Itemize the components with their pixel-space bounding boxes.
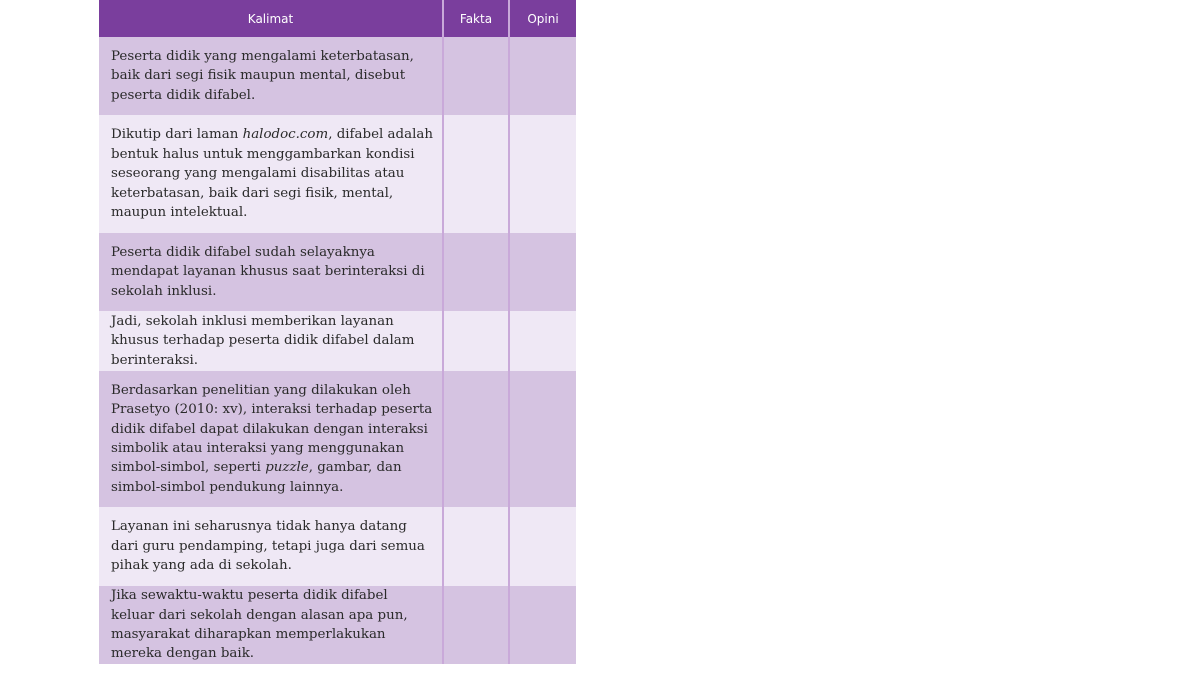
- opini-answer-cell[interactable]: [509, 115, 576, 233]
- fakta-answer-cell[interactable]: [443, 37, 509, 115]
- header-kalimat: Kalimat: [99, 0, 443, 37]
- opini-answer-cell[interactable]: [509, 371, 576, 507]
- statement-text: Dikutip dari laman: [111, 127, 243, 143]
- statement-text: Jadi, sekolah inklusi memberikan layanan khusus terhadap peserta didik difabel dalam berinteraksi.: [111, 313, 415, 368]
- statement-italic-text: halodoc.com: [242, 127, 329, 143]
- statement-cell: [99, 586, 443, 664]
- header-fakta: Fakta: [443, 0, 509, 37]
- statement-cell: [99, 233, 443, 311]
- statement-text: , gambar, dan simbol-simbol pendukung lainnya.: [111, 460, 402, 495]
- table-row: [99, 233, 576, 311]
- statement-cell: [99, 115, 443, 233]
- table-row: [99, 311, 576, 371]
- statement-text: Jika sewaktu-waktu peserta didik difabel keluar dari sekolah dengan alasan apa pun, masyarakat diharapkan memperlakukan mereka dengan baik.: [111, 588, 408, 662]
- fakta-answer-cell[interactable]: [443, 115, 509, 233]
- opini-answer-cell[interactable]: [509, 37, 576, 115]
- statement-text: Layanan ini seharusnya tidak hanya datang dari guru pendamping, tetapi juga dari semua pihak yang ada di sekolah.: [111, 519, 425, 574]
- table-header-row: [99, 0, 576, 37]
- table-row: [99, 371, 576, 507]
- statement-cell: [99, 37, 443, 115]
- statement-italic-text: puzzle: [265, 460, 309, 476]
- statement-text: Peserta didik difabel sudah selayaknya mendapat layanan khusus saat berinteraksi di sekolah inklusi.: [111, 244, 425, 299]
- opini-answer-cell[interactable]: [509, 233, 576, 311]
- statement-text: Peserta didik yang mengalami keterbatasan, baik dari segi fisik maupun mental, disebut peserta didik difabel.: [111, 48, 414, 103]
- opini-answer-cell[interactable]: [509, 311, 576, 371]
- statement-cell: [99, 371, 443, 507]
- fakta-answer-cell[interactable]: [443, 311, 509, 371]
- fakta-answer-cell[interactable]: [443, 507, 509, 586]
- opini-answer-cell[interactable]: [509, 507, 576, 586]
- fakta-answer-cell[interactable]: [443, 586, 509, 664]
- statement-text: , difabel adalah bentuk halus untuk menggambarkan kondisi seseorang yang mengalami disabilitas atau keterbatasan, baik dari segi fisik, mental, maupun intelektual.: [111, 127, 433, 221]
- statement-text: Berdasarkan penelitian yang dilakukan oleh Prasetyo (2010: xv), interaksi terhadap peserta didik difabel dapat dilakukan dengan interaksi simbolik atau interaksi yang menggunakan simbol-simbol, seperti: [111, 382, 433, 476]
- table-row: [99, 507, 576, 586]
- table-row: [99, 586, 576, 664]
- table-row: [99, 37, 576, 115]
- fakta-answer-cell[interactable]: [443, 233, 509, 311]
- opini-answer-cell[interactable]: [509, 586, 576, 664]
- statement-cell: [99, 311, 443, 371]
- header-opini: Opini: [509, 0, 576, 37]
- statement-cell: [99, 507, 443, 586]
- fact-opinion-table: [99, 0, 576, 664]
- fakta-answer-cell[interactable]: [443, 371, 509, 507]
- table-row: [99, 115, 576, 233]
